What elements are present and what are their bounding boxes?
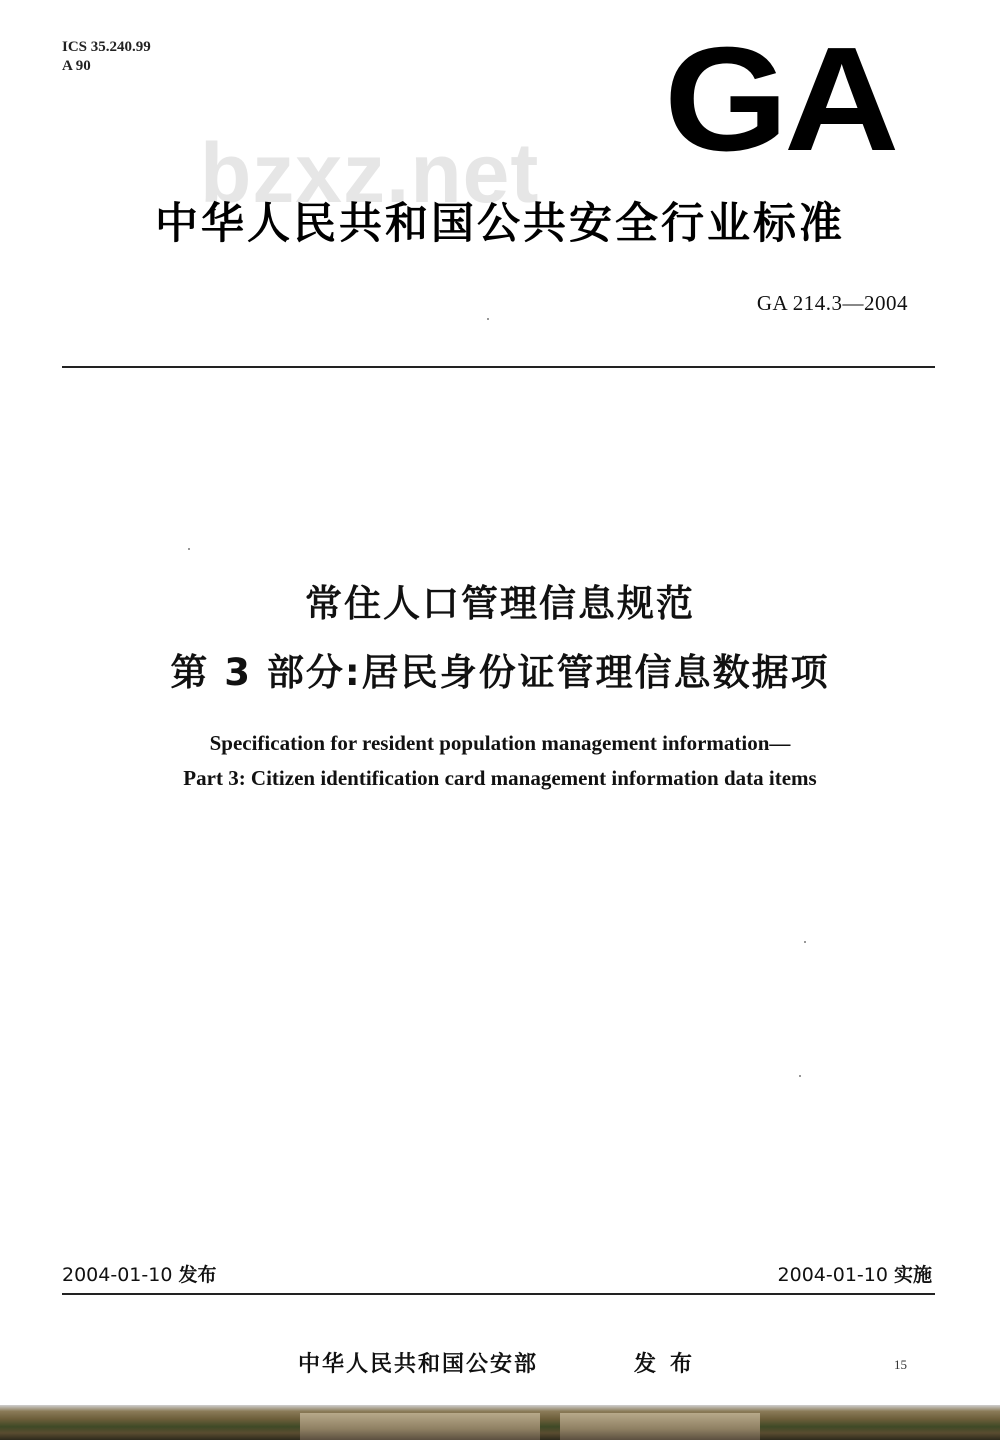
watermark: bzxz.net (200, 126, 540, 220)
background-photo-strip (0, 1405, 1000, 1440)
issue-word: 发布 (634, 1352, 707, 1377)
publish-label: 发布 (178, 1264, 217, 1286)
implement-label: 实施 (893, 1264, 932, 1286)
title-zh-line2: 第 3 部分:居民身份证管理信息数据项 (170, 651, 830, 694)
wood-plank (560, 1413, 760, 1440)
category-code: A 90 (62, 58, 91, 74)
publish-date (62, 1260, 216, 1287)
title-en-line1: Specification for resident population management information— (209, 731, 791, 755)
issuer: 中华人民共和国公安部 (298, 1352, 539, 1377)
ga-logo: GA (664, 17, 896, 182)
implement-date (778, 1260, 932, 1287)
bottom-divider (62, 1293, 935, 1295)
page-number: 15 (894, 1357, 907, 1372)
implement-date-value: 2004-01-10 (777, 1264, 888, 1286)
wood-plank (300, 1413, 540, 1440)
scan-speck (804, 941, 806, 943)
ics-code: ICS 35.240.99 (62, 39, 151, 55)
scan-speck (188, 548, 190, 550)
standard-heading: 中华人民共和国公共安全行业标准 (155, 199, 845, 249)
title-zh-line1: 常住人口管理信息规范 (305, 582, 695, 625)
standard-number: GA 214.3—2004 (756, 291, 908, 315)
scan-speck (799, 1075, 801, 1077)
classification-codes (62, 38, 151, 76)
title-en-line2: Part 3: Citizen identification card management information data items (183, 766, 817, 790)
top-divider (62, 366, 935, 368)
publish-date-value: 2004-01-10 (62, 1264, 173, 1286)
scan-speck (487, 318, 489, 320)
